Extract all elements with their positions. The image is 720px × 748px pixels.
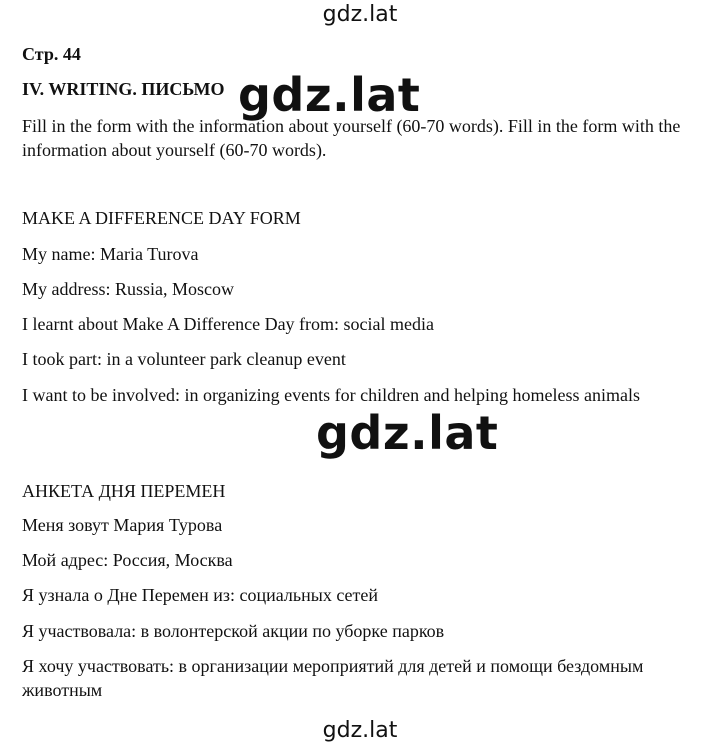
russian-form-line-address: Мой адрес: Россия, Москва xyxy=(22,550,233,570)
task-instruction: Fill in the form with the information about yourself (60-70 words). Fill in the form with the information about yourself (60-70 words). xyxy=(22,116,681,160)
russian-form-line-involvement: Я хочу участвовать: в организации мероприятий для детей и помощи бездомным животным xyxy=(22,656,644,700)
section-heading: IV. WRITING. ПИСЬМО xyxy=(22,79,225,99)
english-form-line-name: My name: Maria Turova xyxy=(22,244,199,264)
russian-form-title: АНКЕТА ДНЯ ПЕРЕМЕН xyxy=(22,481,226,501)
english-form-line-address: My address: Russia, Moscow xyxy=(22,279,234,299)
watermark-large-2: gdz.lat xyxy=(316,406,499,460)
english-form-line-participation: I took part: in a volunteer park cleanup event xyxy=(22,349,346,369)
page-number: Стр. 44 xyxy=(22,44,81,64)
watermark-bottom: gdz.lat xyxy=(322,718,398,743)
watermark-top: gdz.lat xyxy=(322,2,398,27)
russian-form-line-participation: Я участвовала: в волонтерской акции по уборке парков xyxy=(22,621,445,641)
english-form-line-involvement: I want to be involved: in organizing events for children and helping homeless animals xyxy=(22,385,641,405)
russian-form-line-name: Меня зовут Мария Турова xyxy=(22,515,223,535)
english-form-title: MAKE A DIFFERENCE DAY FORM xyxy=(22,208,301,228)
english-form-line-source: I learnt about Make A Difference Day from: social media xyxy=(22,314,435,334)
russian-form-line-source: Я узнала о Дне Перемен из: социальных сетей xyxy=(22,585,379,605)
watermark-large-1: gdz.lat xyxy=(238,68,421,122)
